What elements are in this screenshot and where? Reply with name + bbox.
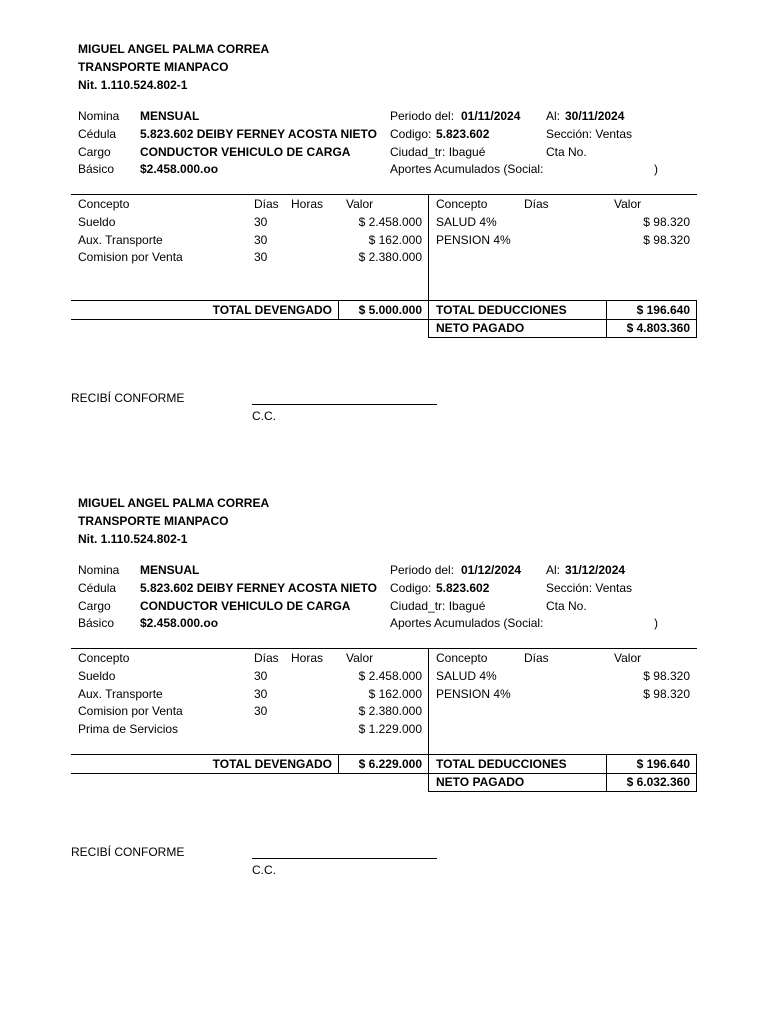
dev-row-concepto: Sueldo	[78, 215, 116, 229]
total-devengado-label: TOTAL DEVENGADO	[212, 757, 332, 771]
nomina-label: Nomina	[78, 563, 120, 577]
cargo-value: CONDUCTOR VEHICULO DE CARGA	[140, 599, 351, 613]
periodo-value: 01/11/2024	[461, 109, 521, 123]
ciudad: Ciudad_tr: Ibagué	[390, 599, 486, 613]
payslip-december	[0, 454, 768, 908]
company-owner: MIGUEL ANGEL PALMA CORREA	[78, 496, 270, 510]
aportes-close: )	[654, 616, 658, 630]
dev-header-valor: Valor	[346, 651, 374, 665]
ded-header-valor: Valor	[614, 197, 642, 211]
dev-row-concepto: Comision por Venta	[78, 250, 183, 264]
signature-line	[252, 858, 437, 859]
total-deducciones-value: $ 196.640	[636, 303, 690, 317]
table-right-line	[696, 300, 697, 338]
ded-row-concepto: SALUD 4%	[436, 215, 497, 229]
dev-header-concepto: Concepto	[78, 197, 130, 211]
al-value: 30/11/2024	[565, 109, 625, 123]
company-name: TRANSPORTE MIANPACO	[78, 514, 229, 528]
dev-row-valor: $ 2.458.000	[358, 669, 422, 683]
total-devengado-value: $ 5.000.000	[358, 303, 422, 317]
cargo-value: CONDUCTOR VEHICULO DE CARGA	[140, 145, 351, 159]
dev-header-dias: Días	[254, 197, 279, 211]
dev-row-valor: $ 2.380.000	[358, 704, 422, 718]
cta-no: Cta No.	[546, 145, 587, 159]
dev-row-valor: $ 2.380.000	[358, 250, 422, 264]
signature-line	[252, 404, 437, 405]
dev-row-concepto: Comision por Venta	[78, 704, 183, 718]
dev-row-dias: 30	[254, 687, 268, 701]
dev-row-concepto: Sueldo	[78, 669, 116, 683]
ded-row-concepto: SALUD 4%	[436, 669, 497, 683]
neto-pagado-value: $ 4.803.360	[626, 321, 690, 335]
nomina-value: MENSUAL	[140, 563, 200, 577]
ded-header-concepto: Concepto	[436, 197, 488, 211]
ded-row-valor: $ 98.320	[643, 215, 690, 229]
nomina-label: Nomina	[78, 109, 120, 123]
dev-header-dias: Días	[254, 651, 279, 665]
neto-pagado-label: NETO PAGADO	[436, 775, 525, 789]
dev-row-dias: 30	[254, 250, 268, 264]
dev-row-concepto: Aux. Transporte	[78, 687, 163, 701]
payslip-november	[0, 0, 768, 454]
aportes: Aportes Acumulados (Social:	[390, 162, 544, 176]
ded-row-valor: $ 98.320	[643, 669, 690, 683]
table-top-line	[71, 648, 697, 649]
cedula-label: Cédula	[78, 127, 117, 141]
total-deducciones-value: $ 196.640	[636, 757, 690, 771]
aportes: Aportes Acumulados (Social:	[390, 616, 544, 630]
dev-header-valor: Valor	[346, 197, 374, 211]
table-divider	[428, 194, 429, 338]
total-devengado-label: TOTAL DEVENGADO	[212, 303, 332, 317]
table-divider	[428, 648, 429, 792]
totals-top-line	[71, 754, 697, 755]
dev-row-dias: 30	[254, 704, 268, 718]
basico-value: $2.458.000.oo	[140, 616, 219, 630]
ciudad: Ciudad_tr: Ibagué	[390, 145, 486, 159]
periodo-label: Periodo del:	[390, 563, 455, 577]
basico-value: $2.458.000.oo	[140, 162, 219, 176]
dev-row-dias: 30	[254, 233, 268, 247]
ded-row-valor: $ 98.320	[643, 233, 690, 247]
cc-label: C.C.	[252, 409, 276, 423]
neto-bottom-line	[428, 337, 697, 338]
neto-pagado-label: NETO PAGADO	[436, 321, 525, 335]
dev-header-concepto: Concepto	[78, 651, 130, 665]
ded-row-concepto: PENSION 4%	[436, 233, 511, 247]
cargo-label: Cargo	[78, 145, 111, 159]
recibi-conforme: RECIBÍ CONFORME	[71, 845, 185, 859]
ded-header-dias: Días	[524, 197, 549, 211]
seccion: Sección: Ventas	[546, 581, 633, 595]
recibi-conforme: RECIBÍ CONFORME	[71, 391, 185, 405]
cedula-value: 5.823.602 DEIBY FERNEY ACOSTA NIETO	[140, 581, 377, 595]
dev-row-dias: 30	[254, 215, 268, 229]
periodo-value: 01/12/2024	[461, 563, 522, 577]
dev-row-concepto: Prima de Servicios	[78, 722, 179, 736]
ded-header-valor: Valor	[614, 651, 642, 665]
company-name: TRANSPORTE MIANPACO	[78, 60, 229, 74]
company-nit: Nit. 1.110.524.802-1	[78, 78, 188, 92]
dev-row-valor: $ 162.000	[368, 233, 422, 247]
al-label: Al:	[546, 563, 561, 577]
periodo-label: Periodo del:	[390, 109, 455, 123]
ded-row-valor: $ 98.320	[643, 687, 690, 701]
nomina-value: MENSUAL	[140, 109, 200, 123]
cargo-label: Cargo	[78, 599, 111, 613]
dev-row-valor: $ 1.229.000	[358, 722, 422, 736]
dev-header-horas: Horas	[291, 197, 324, 211]
neto-pagado-value: $ 6.032.360	[626, 775, 690, 789]
cedula-label: Cédula	[78, 581, 117, 595]
cta-no: Cta No.	[546, 599, 587, 613]
codigo-label: Codigo:	[390, 127, 432, 141]
total-deducciones-label: TOTAL DEDUCCIONES	[436, 303, 567, 317]
aportes-close: )	[654, 162, 658, 176]
codigo-value: 5.823.602	[436, 127, 490, 141]
al-value: 31/12/2024	[565, 563, 626, 577]
total-deducciones-label: TOTAL DEDUCCIONES	[436, 757, 567, 771]
cedula-value: 5.823.602 DEIBY FERNEY ACOSTA NIETO	[140, 127, 377, 141]
al-label: Al:	[546, 109, 561, 123]
dev-header-horas: Horas	[291, 651, 324, 665]
neto-bottom-line	[428, 791, 697, 792]
cc-label: C.C.	[252, 863, 276, 877]
totals-top-line	[71, 300, 697, 301]
company-owner: MIGUEL ANGEL PALMA CORREA	[78, 42, 270, 56]
table-right-line	[696, 754, 697, 792]
dev-row-concepto: Aux. Transporte	[78, 233, 163, 247]
ded-row-concepto: PENSION 4%	[436, 687, 511, 701]
codigo-label: Codigo:	[390, 581, 432, 595]
company-nit: Nit. 1.110.524.802-1	[78, 532, 188, 546]
basico-label: Básico	[78, 616, 115, 630]
codigo-value: 5.823.602	[436, 581, 490, 595]
seccion: Sección: Ventas	[546, 127, 633, 141]
ded-header-concepto: Concepto	[436, 651, 488, 665]
dev-row-dias: 30	[254, 669, 268, 683]
dev-row-valor: $ 2.458.000	[358, 215, 422, 229]
ded-header-dias: Días	[524, 651, 549, 665]
table-top-line	[71, 194, 697, 195]
basico-label: Básico	[78, 162, 115, 176]
dev-row-valor: $ 162.000	[368, 687, 422, 701]
total-devengado-value: $ 6.229.000	[358, 757, 422, 771]
